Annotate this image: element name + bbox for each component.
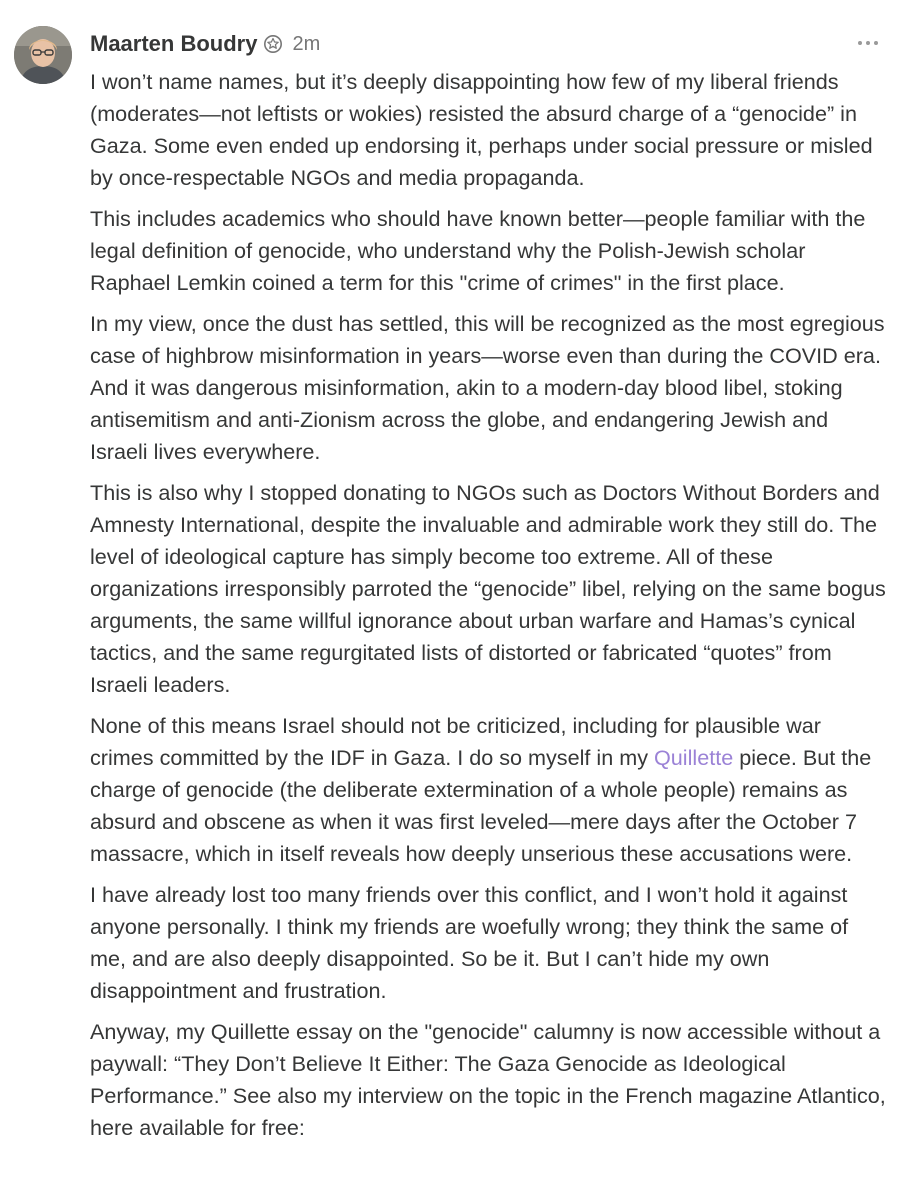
post-timestamp[interactable]: 2m bbox=[292, 32, 321, 55]
paragraph-2: This includes academics who should have known better—people familiar with the legal definition of genocide, who understand why the Polish-Jewish scholar Raphael Lemkin coined a term for this "crime of crimes" in the first place. bbox=[90, 206, 866, 295]
paragraph-4: This is also why I stopped donating to NGOs such as Doctors Without Borders and Amnesty International, despite the invaluable and admirable work they still do. The level of ideological capture has simply become too extreme. All of these organizations irresponsibly parroted the “genocide” libel, relying on the same bogus arguments, the same willful ignorance about urban warfare and Hamas’s cynical tactics, and the same regurgitated lists of distorted or fabricated “quotes” from Israeli leaders. bbox=[90, 480, 886, 697]
paragraph-5-text-after: piece. But the charge of genocide (the deliberate extermination of a whole people) remains as absurd and obscene as when it was first leveled—mere days after the October 7 massacre, which in itself reveals how deeply unserious these accusations were. bbox=[90, 745, 872, 866]
note-header bbox=[90, 27, 320, 61]
paragraph-7: Anyway, my Quillette essay on the "genocide" calumny is now accessible without a paywall: “They Don’t Believe It Either: The Gaza Genocide as Ideological Performance.” See also my interview on the topic in the French magazine Atlantico, here available for free: bbox=[90, 1019, 886, 1140]
paragraph-1: I won’t name names, but it’s deeply disappointing how few of my liberal friends (moderates—not leftists or wokies) resisted the absurd charge of a “genocide” in Gaza. Some even ended up endorsing it, perhaps under social pressure or misled by once-respectable NGOs and media propaganda. bbox=[90, 69, 873, 190]
more-options-icon[interactable] bbox=[856, 38, 880, 48]
note-body bbox=[90, 66, 890, 1153]
paragraph-6: I have already lost too many friends over this conflict, and I won’t hold it against anyone personally. I think my friends are woefully wrong; they think the same of me, and are also deeply disappointed. So be it. But I can’t hide my own disappointment and frustration. bbox=[90, 882, 849, 1003]
paragraph-3: In my view, once the dust has settled, this will be recognized as the most egregious case of highbrow misinformation in years—worse even than during the COVID era. And it was dangerous misinformation, akin to a modern-day blood libel, stoking antisemitism and anti-Zionism across the globe, and endangering Jewish and Israeli lives everywhere. bbox=[90, 311, 885, 464]
verified-badge-icon bbox=[263, 34, 283, 54]
author-name[interactable]: Maarten Boudry bbox=[90, 31, 258, 56]
paragraph-5 bbox=[90, 710, 890, 870]
quillette-link[interactable]: Quillette bbox=[654, 745, 734, 770]
author-avatar[interactable] bbox=[14, 26, 72, 84]
person-avatar-icon bbox=[14, 26, 72, 84]
paragraph-5-text-before: None of this means Israel should not be criticized, including for plausible war crimes committed by the IDF in Gaza. I do so myself in my bbox=[90, 713, 821, 770]
